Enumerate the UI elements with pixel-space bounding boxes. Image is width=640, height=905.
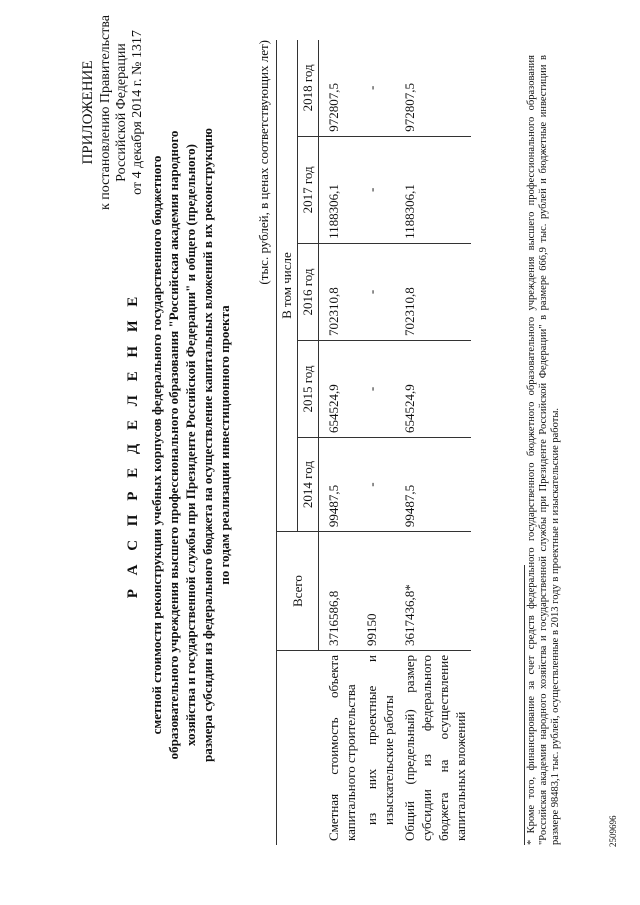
- row-value: -: [361, 136, 399, 243]
- header-including: В том числе: [277, 40, 298, 532]
- row-total: 99150: [361, 532, 399, 651]
- row-value: -: [361, 243, 399, 340]
- footnote-rule: [524, 565, 525, 845]
- row-label: из них проектные и изыскательские работы: [363, 655, 396, 825]
- row-value: -: [361, 340, 399, 437]
- header-year: 2018 год: [298, 40, 319, 136]
- row-value: -: [361, 438, 399, 532]
- row-value: 654524,9: [399, 340, 471, 437]
- heading-title: Р А С П Р Е Д Е Л Е Н И Е: [125, 291, 141, 599]
- annex-line-2: Российской Федерации: [114, 43, 129, 182]
- header-year: 2017 год: [298, 136, 319, 243]
- annex-line-1: к постановлению Правительства: [98, 14, 113, 211]
- footnote: * Кроме того, финансирование за счет средств федерального государственного бюджетного образовательного учреждения высшего профессионального образования "Российская академия народного хозяйства и государственной службы при Президенте Российской Федерации" в размере 666,9 тыс. рублей и бюджетные инвестиции в размере 98483,1 тыс. рублей, осуществленные в 2013 году в проектные и изыскательские работы.: [526, 55, 561, 845]
- document-heading: [125, 125, 233, 765]
- header-total: Всего: [277, 532, 319, 651]
- header-year: 2014 год: [298, 438, 319, 532]
- row-label: Общий (предельный) размер субсидии из федерального бюджета на осуществление капитальных вложений: [401, 655, 468, 841]
- row-value: -: [361, 40, 399, 136]
- row-value: 972807,5: [399, 40, 471, 136]
- row-total: 3716586,8: [319, 532, 361, 651]
- row-value: 1188306,1: [399, 136, 471, 243]
- row-value: 1188306,1: [319, 136, 361, 243]
- table-row: [361, 40, 399, 845]
- annex-title: ПРИЛОЖЕНИЕ: [80, 60, 96, 165]
- annex-line-3: от 4 декабря 2014 г. № 1317: [130, 30, 145, 195]
- units-note: (тыс. рублей, в ценах соответствующих лет): [256, 40, 271, 285]
- heading-subtitle: сметной стоимости реконструкции учебных корпусов федерального государственного бюджетного образовательного учреждения высшего профессионального образования "Российская академия народного хозяйства и государственной службы при Президенте Российской Федерации" и общего (предельного) размера субсидии из федерального бюджета на осуществление капитальных вложений в их реконструкцию по годам реализации инвестиционного проекта: [149, 128, 232, 762]
- row-value: 972807,5: [319, 40, 361, 136]
- document-number: 2509696: [608, 815, 618, 847]
- table-row: [319, 40, 361, 845]
- row-value: 654524,9: [319, 340, 361, 437]
- header-blank: [277, 651, 319, 846]
- row-value: 702310,8: [399, 243, 471, 340]
- row-label: Сметная стоимость объекта капитального строительства: [325, 655, 358, 841]
- table-row: [399, 40, 471, 845]
- header-year: 2016 год: [298, 243, 319, 340]
- header-year: 2015 год: [298, 340, 319, 437]
- row-total: 3617436,8*: [399, 532, 471, 651]
- row-value: 99487,5: [319, 438, 361, 532]
- distribution-table: [276, 40, 471, 845]
- row-value: 702310,8: [319, 243, 361, 340]
- row-value: 99487,5: [399, 438, 471, 532]
